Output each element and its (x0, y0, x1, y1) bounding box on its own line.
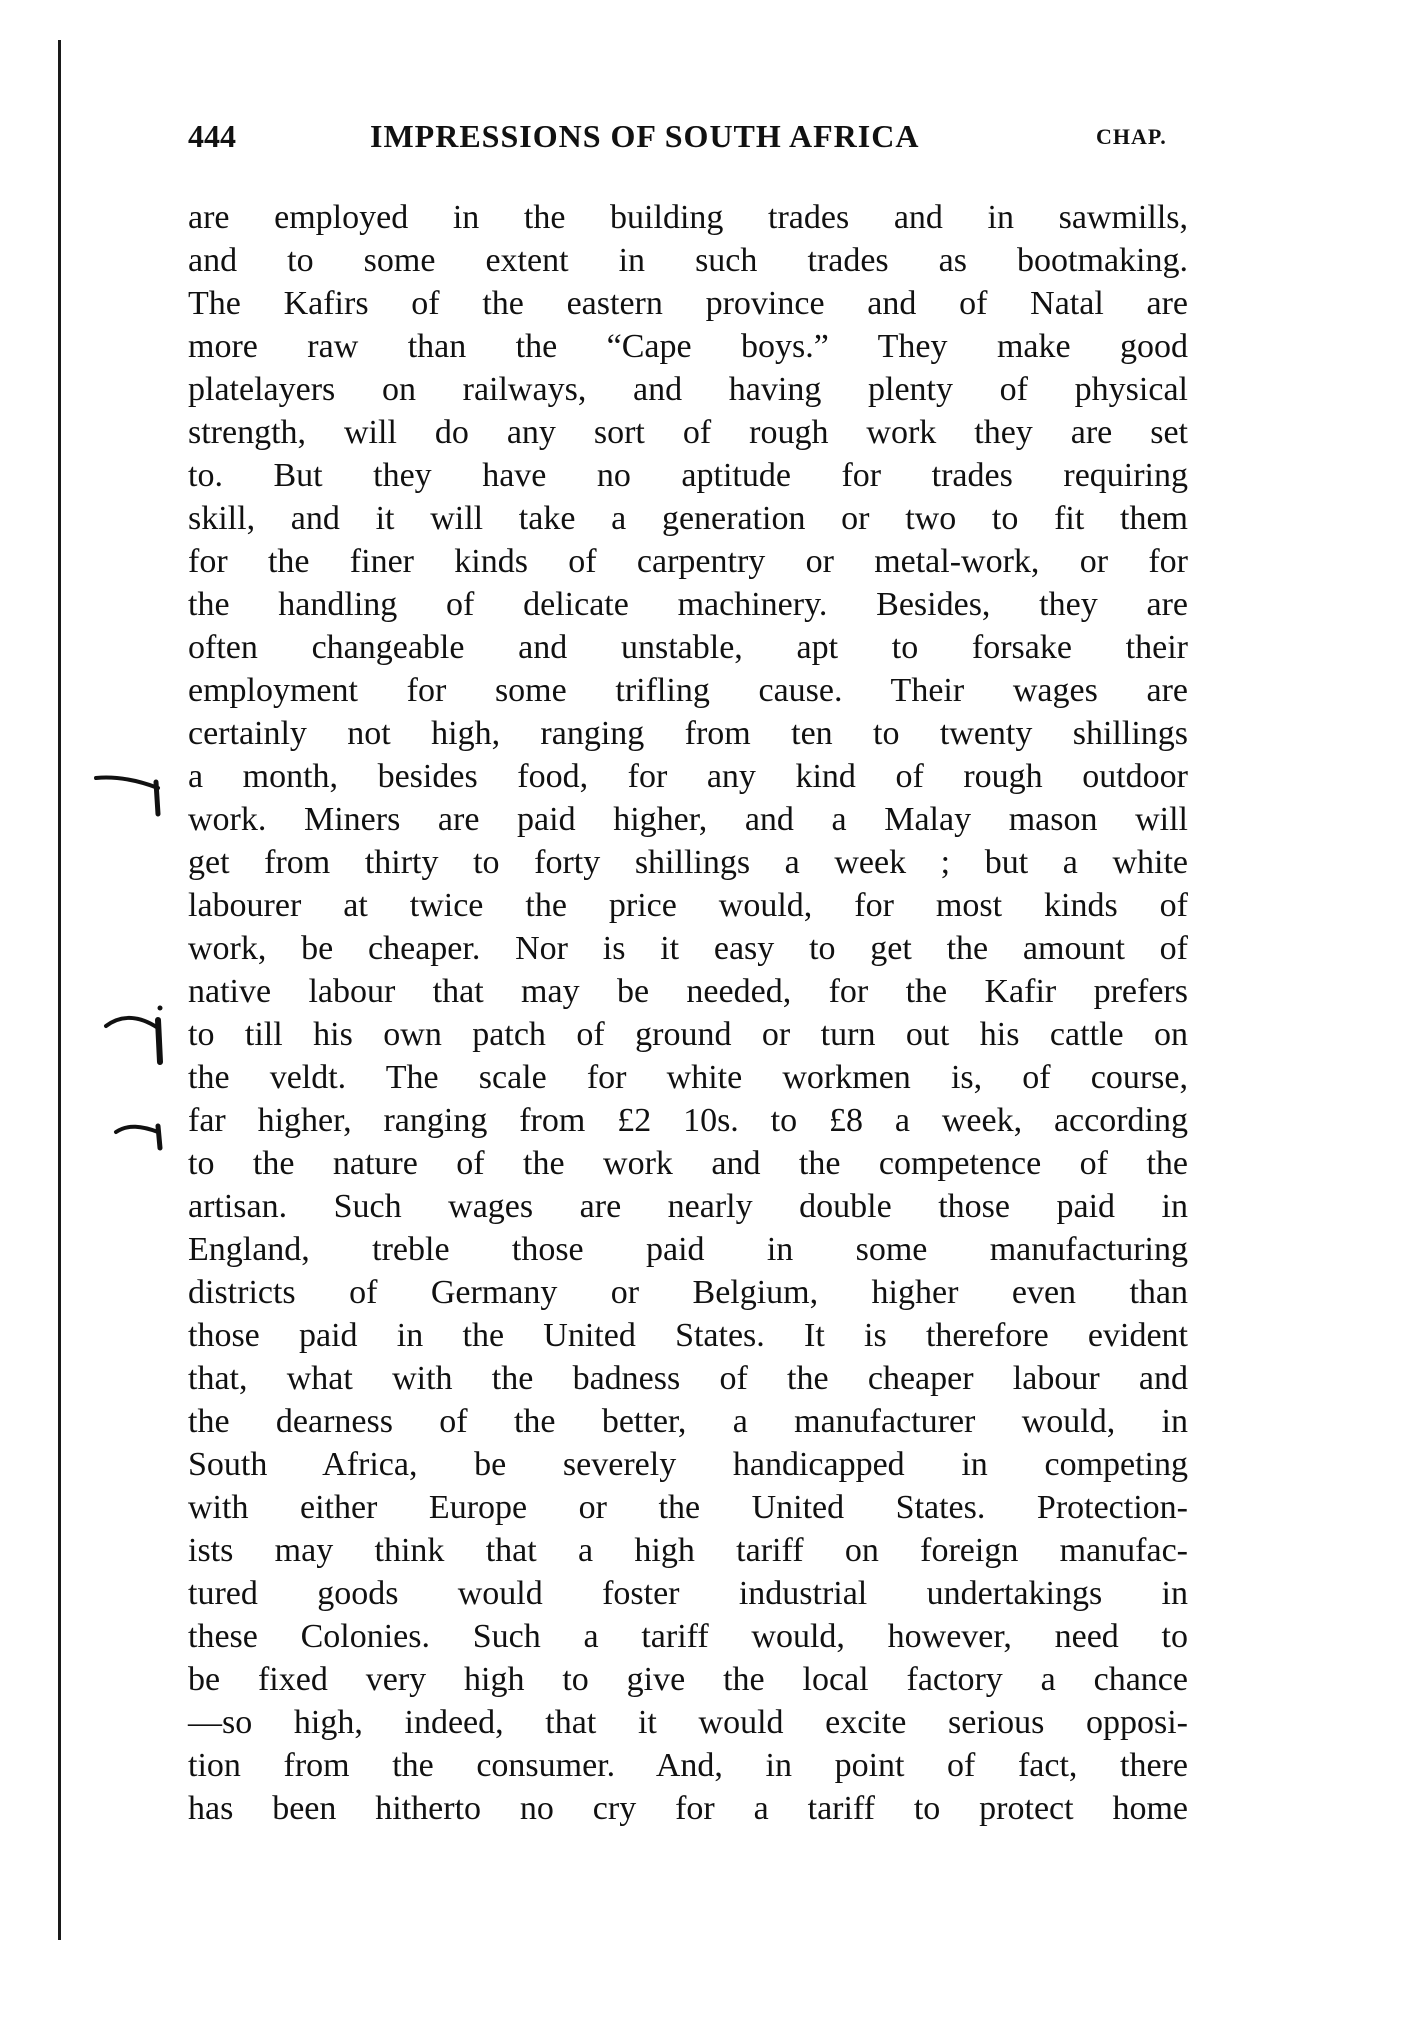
text-line: far higher, ranging from £2 10s. to £8 a week, according (188, 1102, 1188, 1139)
text-line: and to some extent in such trades as bootmaking. (188, 242, 1188, 279)
text-line: has been hitherto no cry for a tariff to protect home (188, 1790, 1188, 1827)
text-line: ists may think that a high tariff on foreign manufac- (188, 1532, 1188, 1569)
text-line: labourer at twice the price would, for most kinds of (188, 887, 1188, 924)
text-line: be fixed very high to give the local factory a chance (188, 1661, 1188, 1698)
body-text (188, 196, 1188, 1830)
text-line: the veldt. The scale for white workmen is, of course, (188, 1059, 1188, 1096)
text-line: The Kafirs of the eastern province and of Natal are (188, 285, 1188, 322)
text-line: work, be cheaper. Nor is it easy to get the amount of (188, 930, 1188, 967)
text-line: skill, and it will take a generation or two to fit them (188, 500, 1188, 537)
text-line: get from thirty to forty shillings a week ; but a white (188, 844, 1188, 881)
text-line: England, treble those paid in some manufacturing (188, 1231, 1188, 1268)
text-line: work. Miners are paid higher, and a Malay mason will (188, 801, 1188, 838)
text-line: to. But they have no aptitude for trades requiring (188, 457, 1188, 494)
chapter-label: CHAP. (1096, 124, 1167, 149)
text-line: employment for some trifling cause. Their wages are (188, 672, 1188, 709)
text-line: to the nature of the work and the competence of the (188, 1145, 1188, 1182)
text-line: those paid in the United States. It is therefore evident (188, 1317, 1188, 1354)
text-line: more raw than the “Cape boys.” They make good (188, 328, 1188, 365)
text-line: artisan. Such wages are nearly double those paid in (188, 1188, 1188, 1225)
text-line: these Colonies. Such a tariff would, however, need to (188, 1618, 1188, 1655)
text-line: certainly not high, ranging from ten to twenty shillings (188, 715, 1188, 752)
margin-bracket-mark (112, 1116, 172, 1156)
running-head (188, 118, 1188, 170)
text-line: with either Europe or the United States. Protection- (188, 1489, 1188, 1526)
text-line: the dearness of the better, a manufacturer would, in (188, 1403, 1188, 1440)
text-line: native labour that may be needed, for the Kafir prefers (188, 973, 1188, 1010)
text-line: the handling of delicate machinery. Besides, they are (188, 586, 1188, 623)
text-line: —so high, indeed, that it would excite serious opposi- (188, 1704, 1188, 1741)
text-line: that, what with the badness of the cheaper labour and (188, 1360, 1188, 1397)
text-line: for the finer kinds of carpentry or metal-work, or for (188, 543, 1188, 580)
text-line: strength, will do any sort of rough work they are set (188, 414, 1188, 451)
book-title: IMPRESSIONS OF SOUTH AFRICA (370, 118, 920, 154)
text-line: are employed in the building trades and in sawmills, (188, 199, 1188, 236)
page-number: 444 (188, 118, 236, 154)
text-line: districts of Germany or Belgium, higher even than (188, 1274, 1188, 1311)
text-line: a month, besides food, for any kind of rough outdoor (188, 758, 1188, 795)
text-line: South Africa, be severely handicapped in competing (188, 1446, 1188, 1483)
text-line: often changeable and unstable, apt to forsake their (188, 629, 1188, 666)
margin-bracket-mark (92, 770, 172, 820)
margin-bracket-mark (102, 1000, 172, 1070)
binding-edge-line (58, 40, 61, 1940)
text-line: tured goods would foster industrial undertakings in (188, 1575, 1188, 1612)
text-line: to till his own patch of ground or turn out his cattle on (188, 1016, 1188, 1053)
text-line: platelayers on railways, and having plenty of physical (188, 371, 1188, 408)
text-line: tion from the consumer. And, in point of fact, there (188, 1747, 1188, 1784)
